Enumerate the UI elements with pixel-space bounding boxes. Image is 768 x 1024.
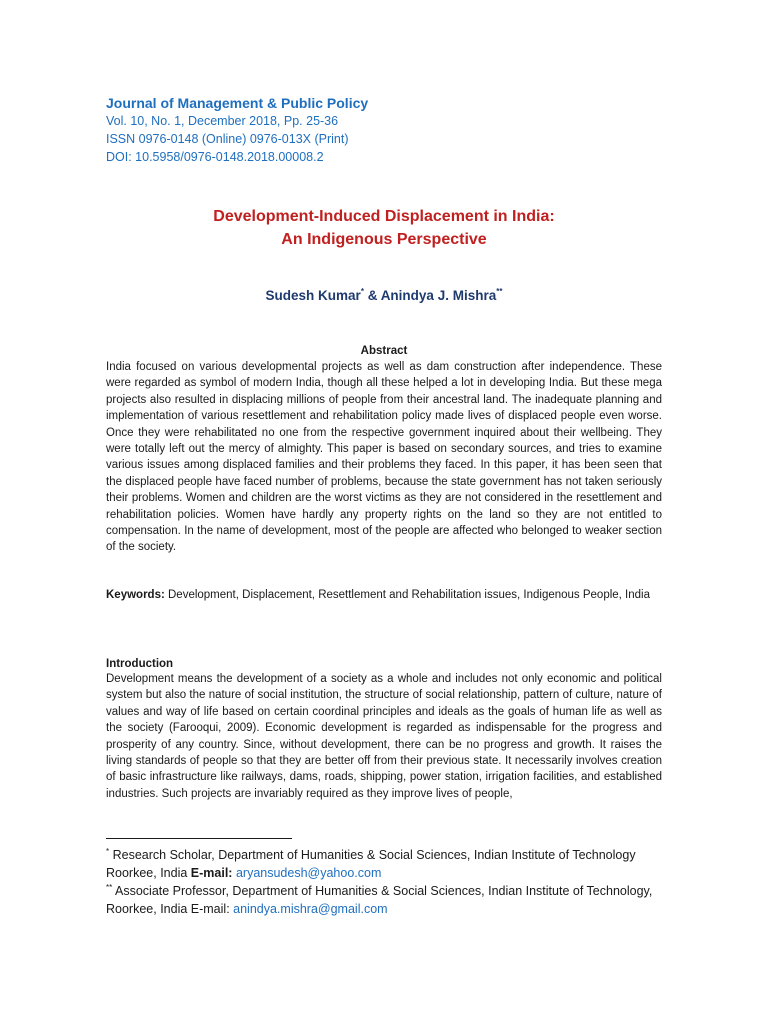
journal-issn: ISSN 0976-0148 (Online) 0976-013X (Print) bbox=[106, 132, 349, 146]
footnote-1-email-label: E-mail: bbox=[190, 866, 233, 880]
author-2-name: Anindya J. Mishra bbox=[380, 288, 497, 303]
introduction-body: Development means the development of a society as a whole and includes not only economic and political system but also the nature of social institution, the structure of social relationship, pattern of culture, nature of values and way of life based on certain coordinal principles and ideals as the goals of human life as well as the society (Farooqui, 2009). Economic development is regarded as indispensable for the progress and prosperity of any country. Since, without development, there can be no progress and growth. It raises the living standards of people so that they are better off from their previous state. It necessarily involves creation of basic infrastructure like railways, dams, roads, shipping, power station, irrigation facilities, and established industries. Such projects are invariably required as they improve lives of people, bbox=[106, 673, 662, 800]
footnote-2-text: Associate Professor, Department of Humanities & Social Sciences, Indian Institute of Technology, Roorkee, India E-mail: bbox=[106, 884, 653, 916]
paper-title bbox=[106, 205, 662, 251]
keywords bbox=[106, 587, 662, 603]
journal-volume: Vol. 10, No. 1, December 2018, Pp. 25-36 bbox=[106, 114, 339, 128]
author-separator: & bbox=[363, 288, 381, 303]
footnote-1-text: Research Scholar, Department of Humanities & Social Sciences, Indian Institute of Technology Roorkee, India bbox=[106, 848, 636, 880]
paper-title-line2: An Indigenous Perspective bbox=[281, 231, 487, 248]
footnote-divider bbox=[106, 838, 292, 839]
footnote-1-email-link[interactable]: aryansudesh@yahoo.com bbox=[235, 866, 382, 880]
footnote-1 bbox=[106, 846, 666, 882]
keywords-text: Development, Displacement, Resettlement and Rehabilitation issues, Indigenous People, India bbox=[164, 589, 650, 601]
abstract-body: India focused on various developmental projects as well as dam construction after independence. These were regarded as symbol of modern India, though all these helped a lot in developing India. But these mega projects also resulted in displacing millions of people from their ancestral land. The inadequate planning and implementation of various resettlement and rehabilitation policy made lives of displaced people even worse. Once they were rehabilitated no one from the respective government inquired about their wellbeing. They were totally left out the mercy of almighty. This paper is based on secondary sources, and tries to examine various issues among displaced families and their problems they faced. In this paper, it has been seen that the displaced people have faced number of problems, because the state government has not taken seriously their problems. Women and children are the worst victims as they are not considered in the resettlement and rehabilitation policies. Women have hardly any property rights on the land so they are not entitled to compensation. In the name of development, most of the people are affected who belonged to weaker section of the society. bbox=[106, 361, 662, 554]
abstract-heading: Abstract bbox=[360, 345, 408, 357]
footnotes bbox=[106, 846, 666, 918]
author-1-name: Sudesh Kumar bbox=[265, 288, 361, 303]
footnote-2 bbox=[106, 882, 666, 918]
footnote-2-mark: ** bbox=[106, 883, 113, 892]
author-1-footnote-mark: * bbox=[360, 287, 364, 296]
paper-title-line1: Development-Induced Displacement in India: bbox=[213, 208, 555, 225]
introduction-heading: Introduction bbox=[106, 658, 174, 670]
author-2-footnote-mark: ** bbox=[496, 287, 503, 296]
journal-doi: DOI: 10.5958/0976-0148.2018.00008.2 bbox=[106, 150, 324, 164]
journal-name: Journal of Management & Public Policy bbox=[106, 95, 369, 111]
journal-header bbox=[106, 94, 368, 166]
keywords-label: Keywords: bbox=[106, 589, 165, 601]
author-line bbox=[106, 287, 662, 305]
footnote-1-mark: * bbox=[106, 847, 110, 856]
footnote-2-email-link[interactable]: anindya.mishra@gmail.com bbox=[233, 902, 388, 916]
